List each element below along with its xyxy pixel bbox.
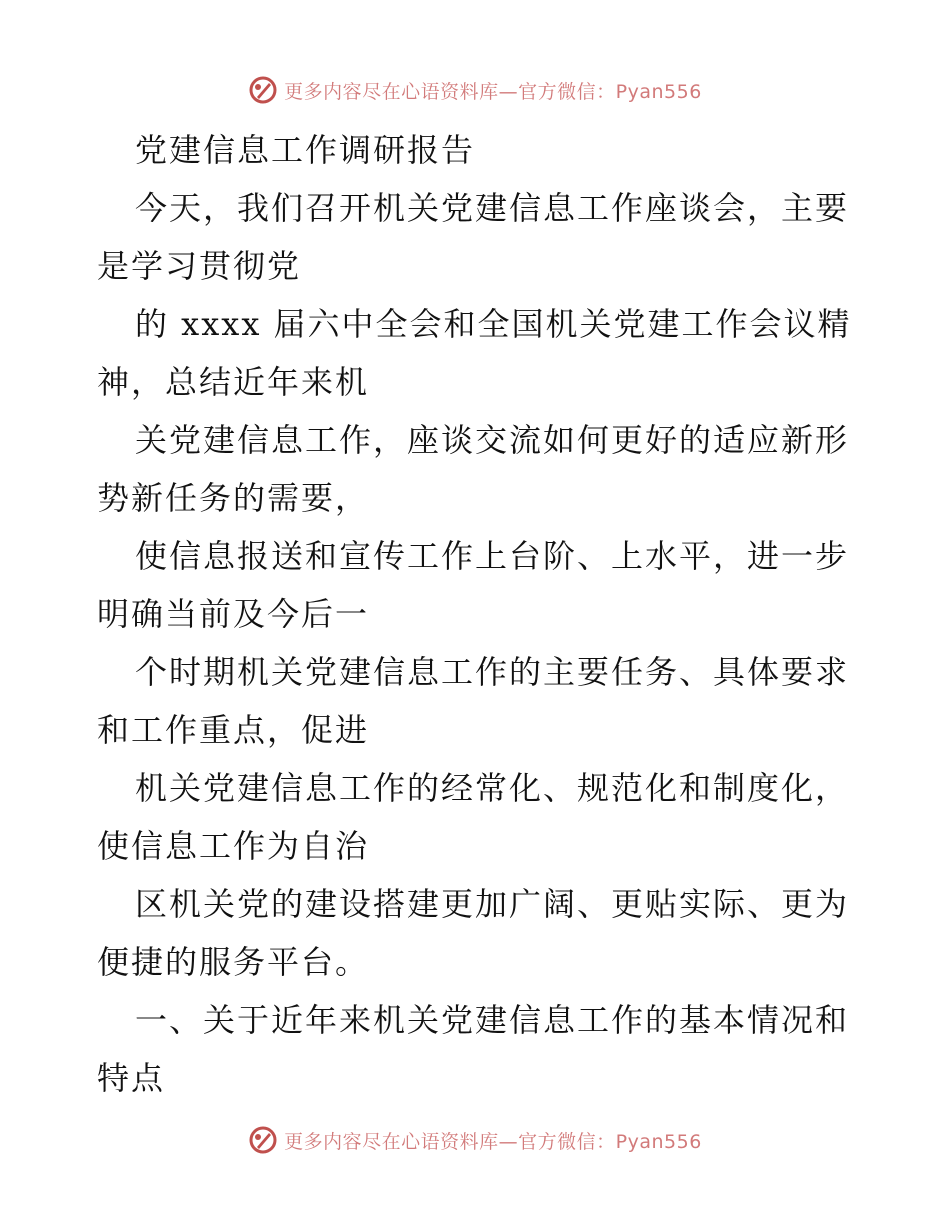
document-title <box>97 121 857 179</box>
paragraph <box>97 411 857 527</box>
paragraph <box>97 179 857 295</box>
pen-seal-logo-icon <box>248 75 278 105</box>
paragraph <box>97 643 857 759</box>
paragraph <box>97 295 857 411</box>
paragraph <box>97 759 857 875</box>
text-line: 明确当前及今后一 <box>97 595 370 633</box>
footer-banner-text: 更多内容尽在心语资料库—官方微信：Pyan556 <box>284 1130 702 1153</box>
paragraph <box>97 875 857 991</box>
document-body <box>97 121 857 1107</box>
text-line: 使信息工作为自治 <box>97 827 370 865</box>
text-line: 特点 <box>97 1059 166 1097</box>
text-line: 机关党建信息工作的经常化、规范化和制度化， <box>135 769 850 807</box>
text-line: 关党建信息工作，座谈交流如何更好的适应新形 <box>135 421 850 459</box>
pen-seal-logo-icon <box>248 1125 278 1155</box>
header-banner <box>0 70 950 110</box>
text-line: 今天，我们召开机关党建信息工作座谈会，主要 <box>135 189 850 227</box>
footer-banner <box>0 1120 950 1160</box>
text-line: 党建信息工作调研报告 <box>135 131 476 169</box>
text-line: 是学习贯彻党 <box>97 247 302 285</box>
header-banner-text: 更多内容尽在心语资料库—官方微信：Pyan556 <box>284 80 702 103</box>
text-line: 一、关于近年来机关党建信息工作的基本情况和 <box>135 1001 850 1039</box>
text-line: 便捷的服务平台。 <box>97 943 370 981</box>
text-line: 神，总结近年来机 <box>97 363 370 401</box>
text-line: 和工作重点，促进 <box>97 711 370 749</box>
text-line: 使信息报送和宣传工作上台阶、上水平，进一步 <box>135 537 850 575</box>
paragraph <box>97 527 857 643</box>
section-heading <box>97 991 857 1107</box>
text-line: 势新任务的需要， <box>97 479 370 517</box>
text-line: 的 xxxx 届六中全会和全国机关党建工作会议精 <box>135 305 852 343</box>
text-line: 区机关党的建设搭建更加广阔、更贴实际、更为 <box>135 885 850 923</box>
text-line: 个时期机关党建信息工作的主要任务、具体要求 <box>135 653 850 691</box>
